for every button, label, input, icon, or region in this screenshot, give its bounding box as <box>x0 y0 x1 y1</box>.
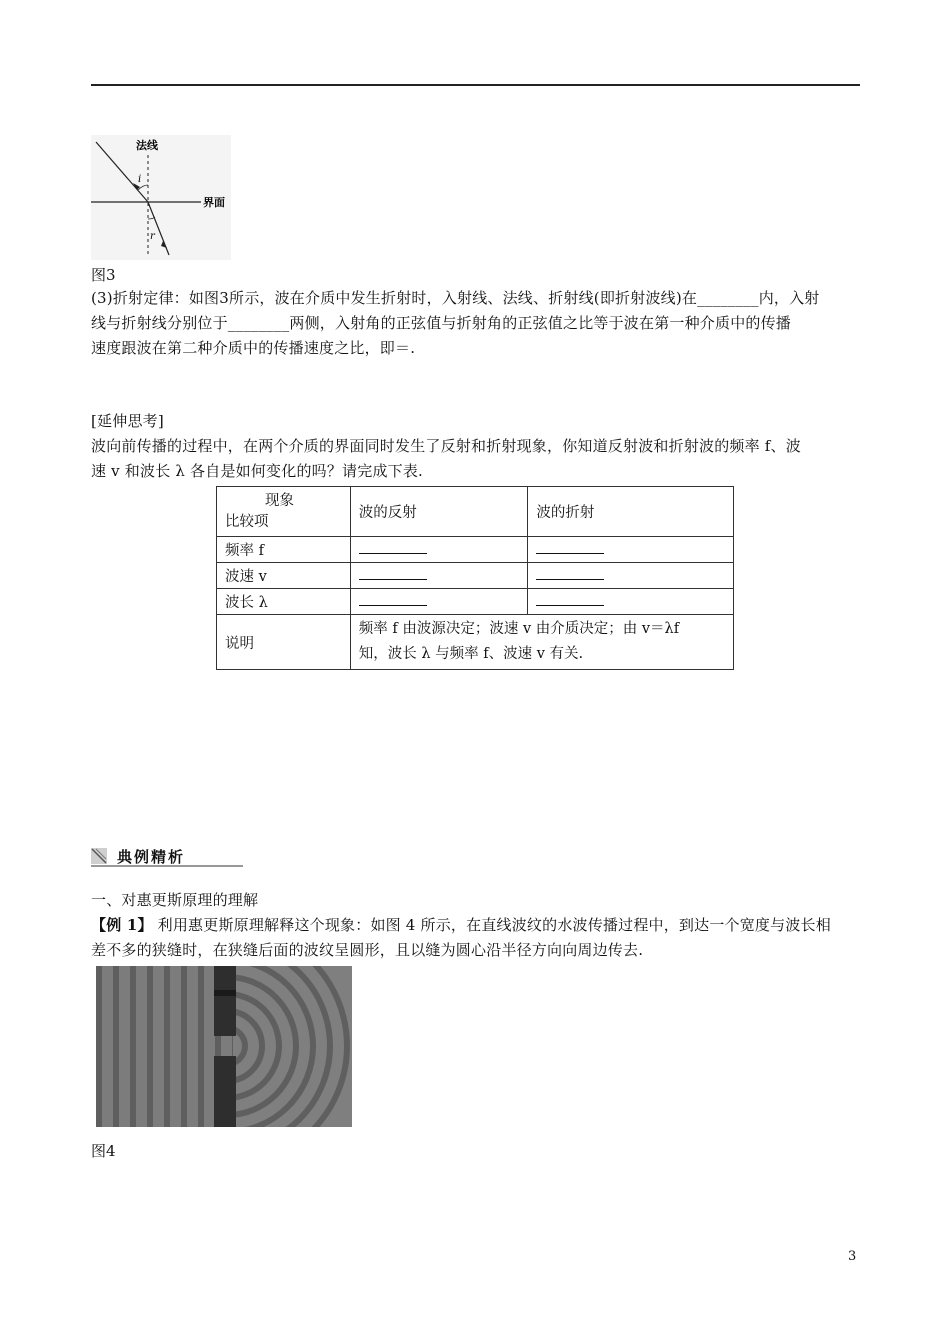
reflection-blank <box>350 563 528 589</box>
refraction-diagram <box>91 135 231 260</box>
row-label: 波速 v <box>217 563 351 589</box>
reflection-blank <box>350 537 528 563</box>
extend-thinking <box>91 409 861 484</box>
refraction-law-paragraph <box>91 286 861 361</box>
angle-i-label: i <box>138 174 142 185</box>
header-bottom: 比较项 <box>225 513 269 530</box>
example-1-line-1 <box>91 913 861 938</box>
table-note-row <box>217 615 734 670</box>
refraction-blank <box>528 589 734 615</box>
note-text <box>350 615 733 670</box>
figure-4-caption: 图4 <box>91 1142 116 1160</box>
example-1-text: 利用惠更斯原理解释这个现象：如图 4 所示，在直线波纹的水波传播过程中，到达一个宽度与波长相 <box>157 916 831 934</box>
table-row <box>217 563 734 589</box>
refraction-law-line-1: (3)折射定律：如图3所示，波在介质中发生折射时，入射线、法线、折射线(即折射波线)在________内，入射 <box>91 289 820 307</box>
row-label: 频率 f <box>217 537 351 563</box>
row-label: 波长 λ <box>217 589 351 615</box>
page-number: 3 <box>848 1249 857 1264</box>
refraction-law-line-2: 线与折射线分别位于________两侧，入射角的正弦值与折射角的正弦值之比等于波在第一种介质中的传播 <box>91 314 792 332</box>
header-corner-cell <box>217 487 351 537</box>
section-title: 典例精析 <box>117 848 186 866</box>
extend-title: [延伸思考] <box>91 412 164 430</box>
example-tag: 【例 1】 <box>91 916 153 934</box>
header-top: 现象 <box>265 492 294 509</box>
refraction-blank <box>528 537 734 563</box>
section-heading <box>91 846 243 868</box>
example-1-line-2: 差不多的狭缝时，在狭缝后面的波纹呈圆形，且以缝为圆心沿半径方向向周边传去. <box>91 941 644 959</box>
refraction-blank <box>528 563 734 589</box>
table-row <box>217 537 734 563</box>
note-line-2: 知，波长 λ 与频率 f、波速 v 有关. <box>358 646 584 662</box>
reflection-blank <box>350 589 528 615</box>
interface-label: 界面 <box>203 196 225 209</box>
comparison-table <box>216 486 734 670</box>
figure-3-caption: 图3 <box>91 266 116 284</box>
angle-r-label: r <box>150 231 155 242</box>
header-refraction: 波的折射 <box>528 487 734 537</box>
normal-label: 法线 <box>136 139 158 152</box>
header-reflection: 波的反射 <box>350 487 528 537</box>
note-label: 说明 <box>217 615 351 670</box>
header-rule <box>91 84 860 86</box>
part-1-title: 一、对惠更斯原理的理解 <box>91 891 259 909</box>
extend-line-2: 速 v 和波长 λ 各自是如何变化的吗？请完成下表. <box>91 462 424 480</box>
note-line-1: 频率 f 由波源决定；波速 v 由介质决定；由 v＝λf <box>358 621 680 637</box>
extend-line-1: 波向前传播的过程中，在两个介质的界面同时发生了反射和折射现象，你知道反射波和折射波的频率 f、波 <box>91 437 801 455</box>
table-row <box>217 589 734 615</box>
refraction-law-line-3: 速度跟波在第二种介质中的传播速度之比，即＝. <box>91 339 416 357</box>
slit-diffraction-photo <box>96 966 352 1127</box>
part-1 <box>91 888 861 963</box>
table-header-row <box>217 487 734 537</box>
